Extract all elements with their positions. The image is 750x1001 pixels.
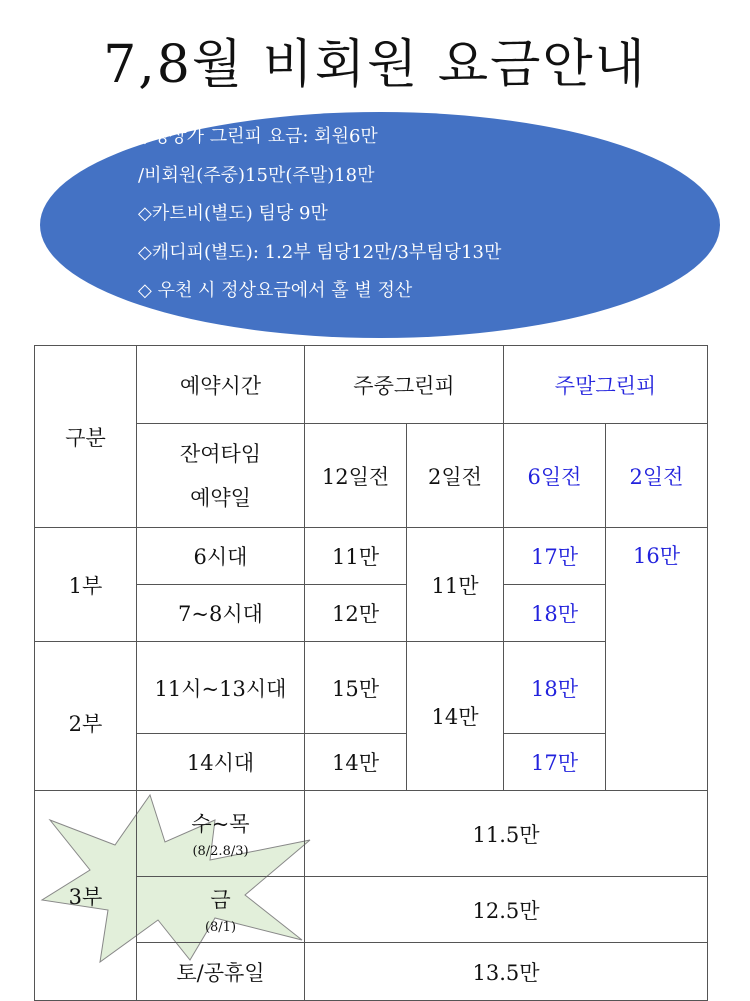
- part3-day-1: [137, 791, 305, 877]
- part3-day-1-text: 수~목: [191, 812, 250, 836]
- part1-weekday2: 11만: [407, 528, 504, 642]
- part3-day-2-note: (8/1): [204, 920, 237, 935]
- header-2days-weekend: 2일전: [606, 424, 708, 528]
- part1-time-1: 6시대: [137, 528, 305, 585]
- part2-time-2: 14시대: [137, 734, 305, 791]
- header-6days: 6일전: [504, 424, 606, 528]
- part2-weekday12-1: 15만: [305, 642, 407, 734]
- info-line-nonmember-fee: /비회원(주중)15만(주말)18만: [138, 164, 375, 186]
- info-line-rain-policy: ◇ 우천 시 정상요금에서 홀 별 정산: [138, 280, 413, 301]
- part3-fee-1: 11.5만: [305, 791, 708, 877]
- part3-fee-3: 13.5만: [305, 943, 708, 1001]
- part1-weekday12-1: 11만: [305, 528, 407, 585]
- header-2days-weekday: 2일전: [407, 424, 504, 528]
- header-12days: 12일전: [305, 424, 407, 528]
- part1-weekend6-2: 18만: [504, 585, 606, 642]
- part2-weekday12-2: 14만: [305, 734, 407, 791]
- part2-weekday2: 14만: [407, 642, 504, 791]
- part3-fee-2: 12.5만: [305, 877, 708, 943]
- info-line-cart-fee: ◇카트비(별도) 팀당 9만: [138, 203, 328, 224]
- remaining-line1: 잔여타임: [179, 441, 262, 466]
- part1-weekend6-1: 17만: [504, 528, 606, 585]
- part1-weekday12-2: 12만: [305, 585, 407, 642]
- part1-time-2: 7~8시대: [137, 585, 305, 642]
- header-reservation-time: 예약시간: [137, 346, 305, 424]
- remaining-line2: 예약일: [190, 485, 251, 510]
- part2-time-1: 11시~13시대: [137, 642, 305, 734]
- info-line-caddie-fee: ◇캐디피(별도): 1.2부 팀당12만/3부팀당13만: [138, 241, 502, 263]
- part2-weekend6-2: 17만: [504, 734, 606, 791]
- part3-day-3: 토/공휴일: [137, 943, 305, 1001]
- part1-label: 1부: [35, 528, 137, 642]
- part3-label: [35, 791, 137, 1001]
- header-weekday-fee: 주중그린피: [305, 346, 504, 424]
- part3-day-1-note: (8/2.8/3): [192, 844, 249, 859]
- header-remaining-time: [137, 424, 305, 528]
- part3-label-text: 3부: [68, 884, 103, 909]
- part2-label: 2부: [35, 642, 137, 791]
- part3-day-2-text: 금: [210, 888, 231, 912]
- info-line-normal-fee: ◇정상가 그린피 요금: 회원6만: [138, 126, 378, 147]
- part2-weekend6-1: 18만: [504, 642, 606, 734]
- info-box: [138, 118, 658, 311]
- page-title: 7,8월 비회원 요금안내: [103, 35, 647, 95]
- header-weekend-fee: 주말그린피: [504, 346, 708, 424]
- part3-day-2: [137, 877, 305, 943]
- fee-table: [34, 345, 708, 1001]
- weekend2-shared: 16만: [606, 528, 708, 791]
- header-division: 구분: [35, 346, 137, 528]
